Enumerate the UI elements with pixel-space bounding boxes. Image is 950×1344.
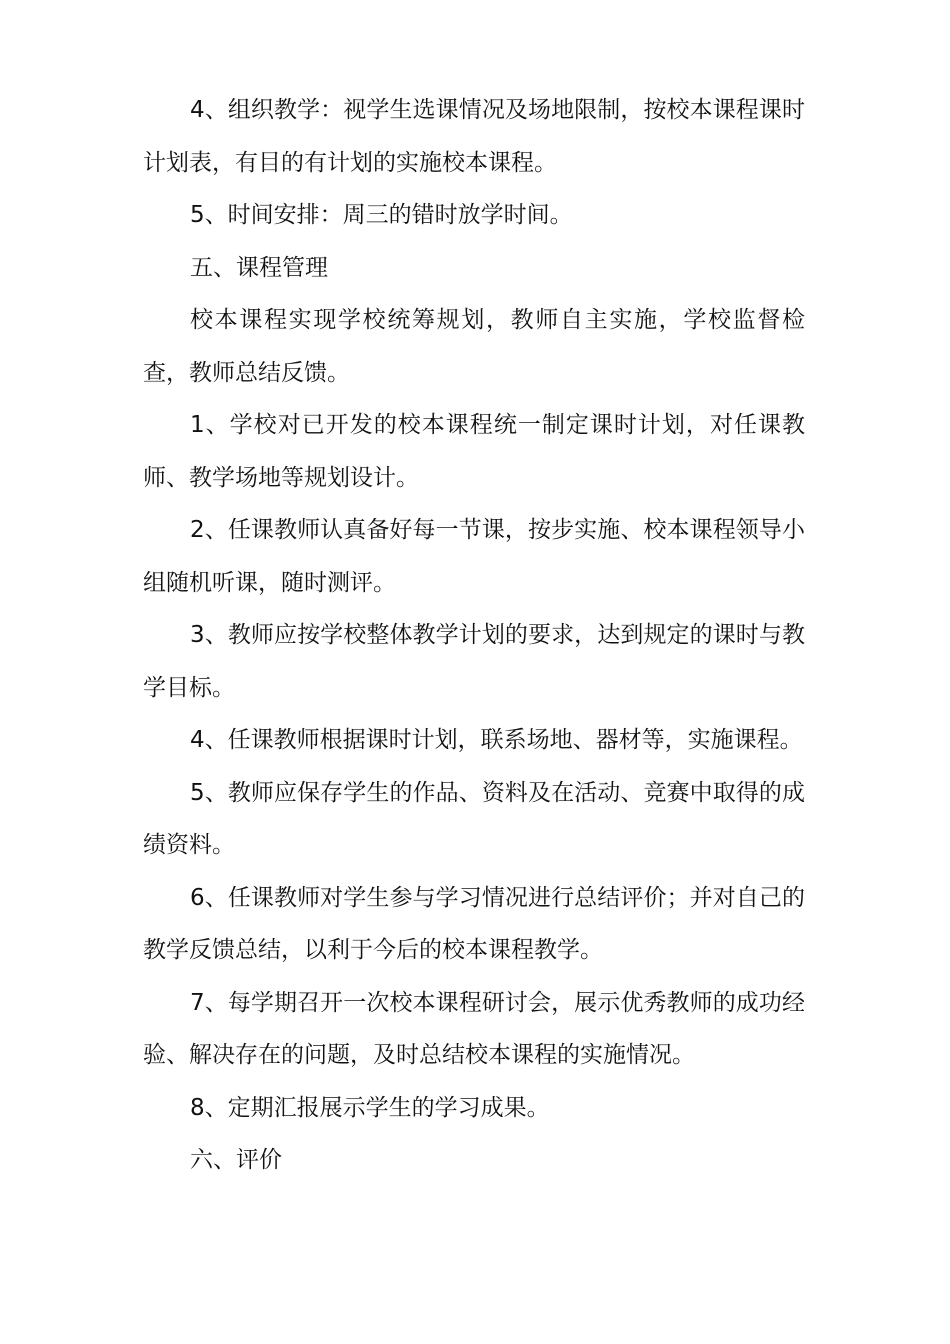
section-heading-evaluation: 六、评价 <box>190 1147 282 1173</box>
paragraph-management-item-1: 1、学校对已开发的校本课程统一制定课时计划，对任课教师、教学场地等规划设计。 <box>143 412 805 491</box>
paragraph-management-item-3: 3、教师应按学校整体教学计划的要求，达到规定的课时与教学目标。 <box>143 622 805 701</box>
section-heading-course-management: 五、课程管理 <box>190 254 328 281</box>
paragraph-schedule: 5、时间安排：周三的错时放学时间。 <box>190 202 573 228</box>
paragraph-management-item-2: 2、任课教师认真备好每一节课，按步实施、校本课程领导小组随机听课，随时测评。 <box>143 517 805 596</box>
paragraph-management-item-6: 6、任课教师对学生参与学习情况进行总结评价；并对自己的教学反馈总结，以利于今后的校本课程教学。 <box>143 884 805 963</box>
paragraph-management-item-8: 8、定期汇报展示学生的学习成果。 <box>190 1094 550 1121</box>
document-body <box>143 84 805 1187</box>
paragraph-management-item-4: 4、任课教师根据课时计划，联系场地、器材等，实施课程。 <box>190 727 803 753</box>
paragraph-management-item-7: 7、每学期召开一次校本课程研讨会，展示优秀教师的成功经验、解决存在的问题，及时总结校本课程的实施情况。 <box>143 989 805 1068</box>
paragraph-management-item-5: 5、教师应保存学生的作品、资料及在活动、竞赛中取得的成绩资料。 <box>143 779 805 858</box>
paragraph-management-intro: 校本课程实现学校统筹规划，教师自主实施，学校监督检查，教师总结反馈。 <box>143 307 805 386</box>
paragraph-organize-teaching: 4、组织教学：视学生选课情况及场地限制，按校本课程课时计划表，有目的有计划的实施校本课程。 <box>143 97 805 176</box>
